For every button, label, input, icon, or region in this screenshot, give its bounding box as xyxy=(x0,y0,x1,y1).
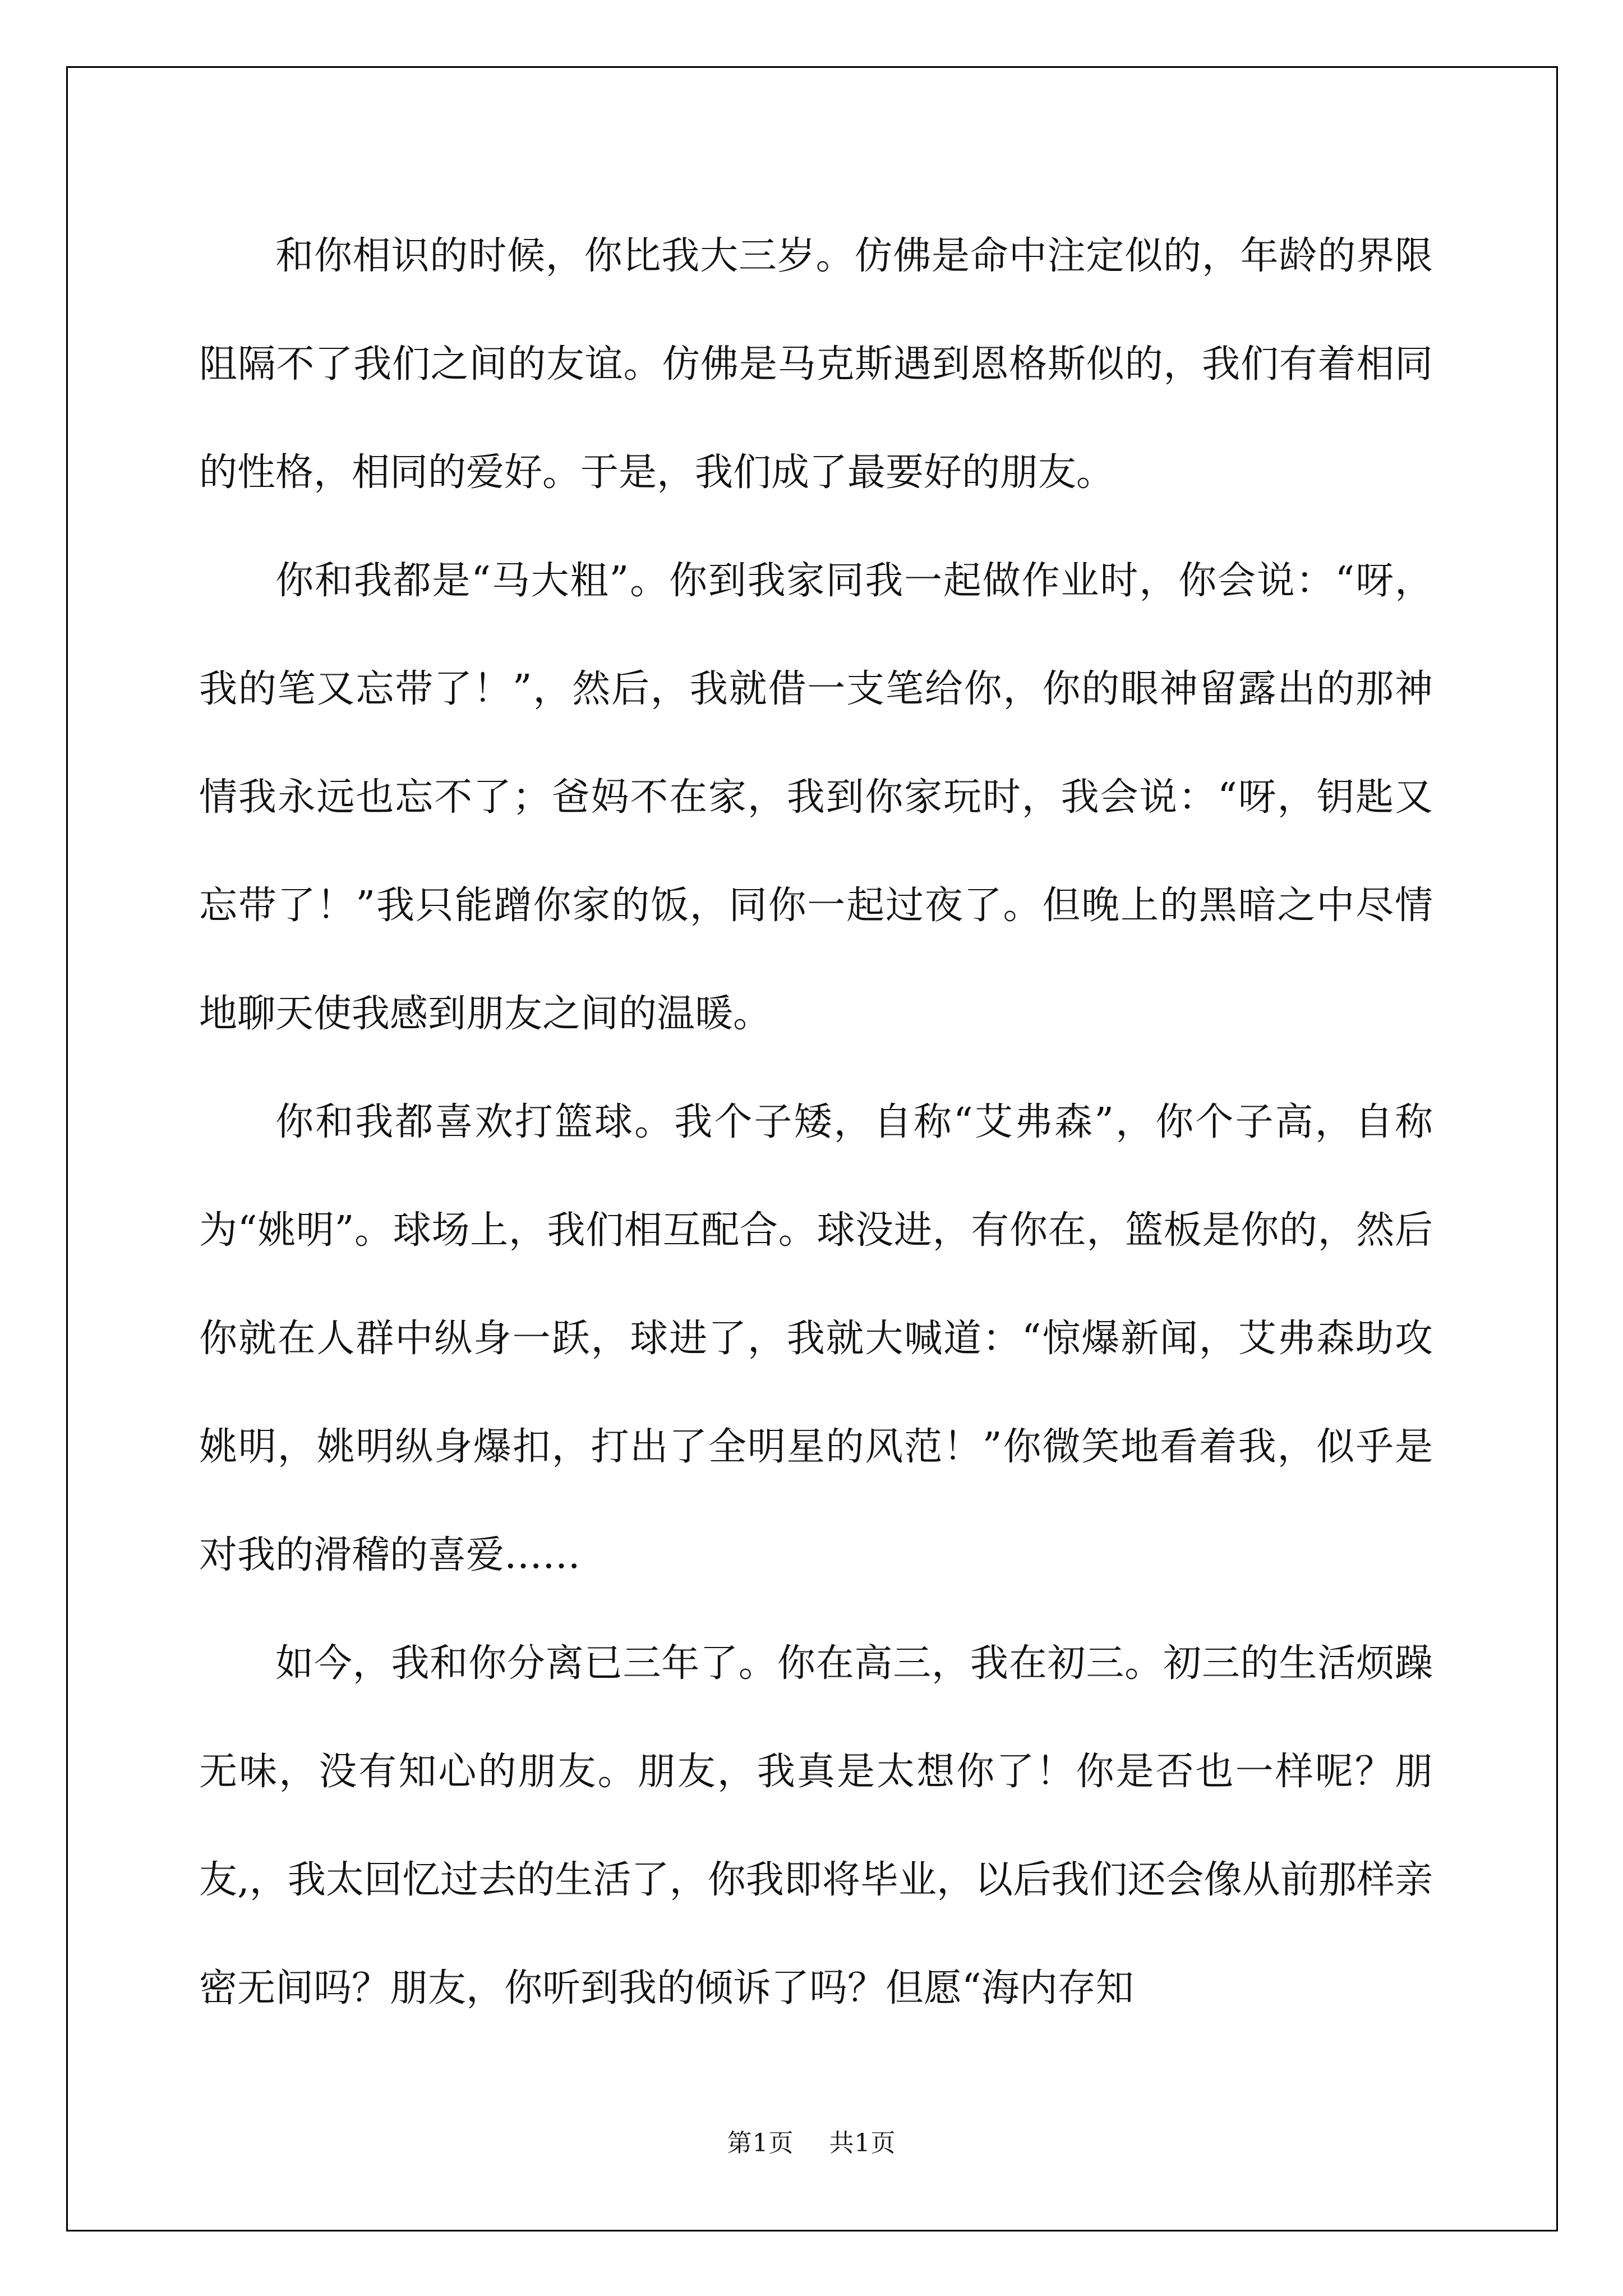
paragraph-2: 你和我都是“马大粗”。你到我家同我一起做作业时，你会说：“呀，我的笔又忘带了！”，然后，我就借一支笔给你，你的眼神留露出的那神情我永远也忘不了；爸妈不在家，我到你家玩时，我会说：“呀，钥匙又忘带了！”我只能蹭你家的饭，同你一起过夜了。但晚上的黑暗之中尽情地聊天使我感到朋友之间的温暖。 xyxy=(199,559,1433,1036)
page-number: 第1页 xyxy=(727,2129,794,2157)
document-body xyxy=(199,202,1433,2042)
paragraph-1: 和你相识的时候，你比我大三岁。仿佛是命中注定似的，年龄的界限阻隔不了我们之间的友谊。仿佛是马克斯遇到恩格斯似的，我们有着相同的性格，相同的爱好。于是，我们成了最要好的朋友。 xyxy=(199,234,1433,495)
paragraph-4: 如今，我和你分离已三年了。你在高三，我在初三。初三的生活烦躁无味，没有知心的朋友。朋友，我真是太想你了！你是否也一样呢？朋友,，我太回忆过去的生活了，你我即将毕业，以后我们还会像从前那样亲密无间吗？朋友，你听到我的倾诉了吗？但愿“海内存知 xyxy=(199,1641,1433,2010)
total-pages: 共1页 xyxy=(829,2129,896,2157)
paragraph-3: 你和我都喜欢打篮球。我个子矮，自称“艾弗森”，你个子高，自称为“姚明”。球场上，我们相互配合。球没进，有你在，篮板是你的，然后你就在人群中纵身一跃，球进了，我就大喊道：“惊爆新闻，艾弗森助攻姚明，姚明纵身爆扣，打出了全明星的风范！”你微笑地看着我，似乎是对我的滑稽的喜爱…… xyxy=(199,1100,1433,1577)
page-footer xyxy=(0,2123,1623,2159)
